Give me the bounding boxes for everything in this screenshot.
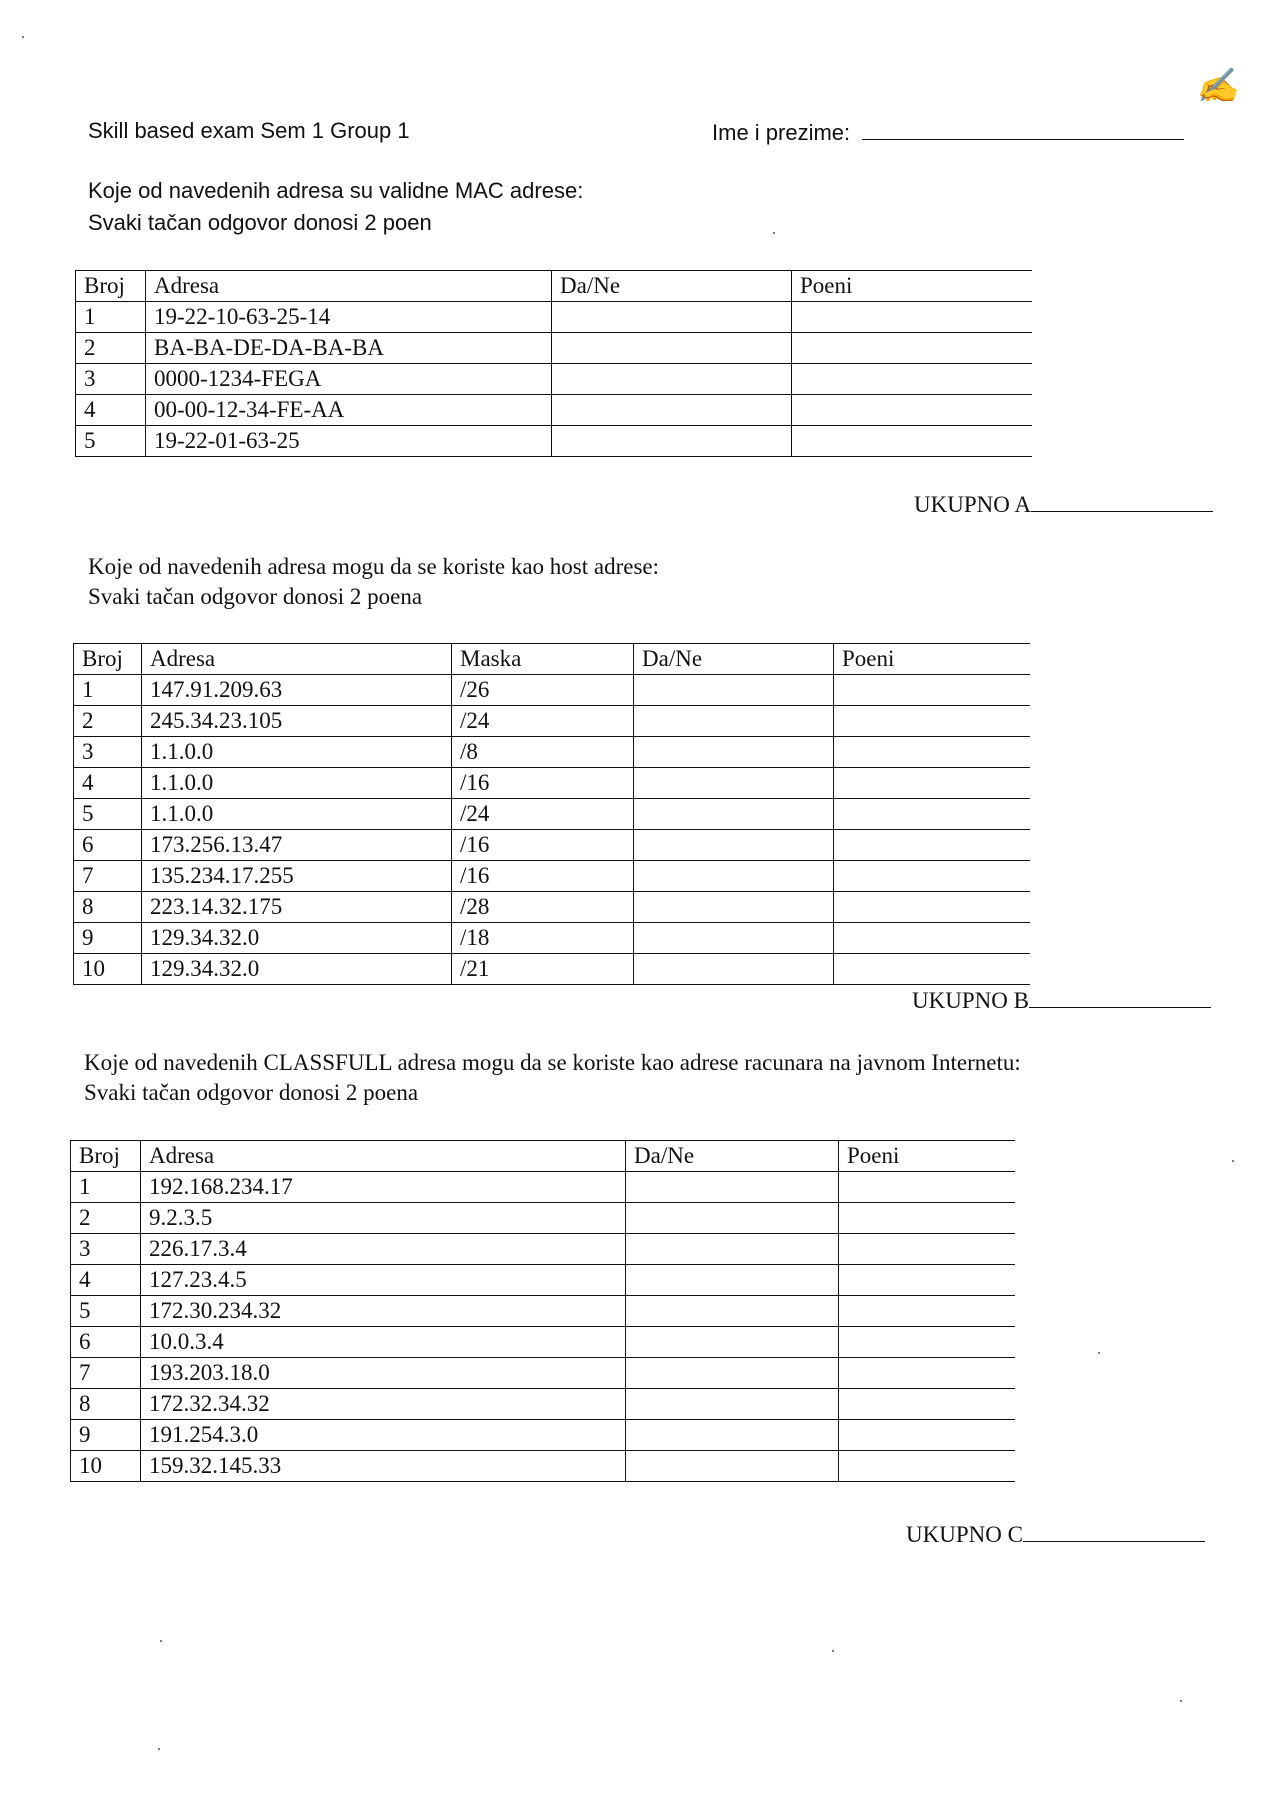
cell-broj: 2	[74, 706, 142, 737]
scan-speck	[1180, 1700, 1182, 1702]
table-row	[71, 1265, 1015, 1296]
table-row	[71, 1296, 1015, 1327]
cell-broj: 3	[76, 364, 146, 395]
section-b-question: Koje od navedenih adresa mogu da se koriste kao host adrese:	[88, 554, 659, 579]
table-row	[74, 737, 1030, 768]
section-c-table-body	[71, 1141, 1015, 1482]
column-header: Adresa	[141, 1141, 626, 1172]
name-label	[712, 120, 1184, 146]
section-a-total	[914, 492, 1213, 518]
cell-poeni[interactable]	[834, 830, 1030, 861]
cell-poeni[interactable]	[839, 1172, 1015, 1203]
cell-broj: 8	[71, 1389, 141, 1420]
cell-poeni[interactable]	[834, 706, 1030, 737]
cell-broj: 5	[76, 426, 146, 457]
cell-adresa: 192.168.234.17	[141, 1172, 626, 1203]
cell-da-ne-answer[interactable]	[626, 1451, 839, 1482]
cell-adresa: 226.17.3.4	[141, 1234, 626, 1265]
cell-poeni[interactable]	[792, 302, 1032, 333]
cell-adresa: 19-22-01-63-25	[146, 426, 552, 457]
cell-maska: /16	[452, 768, 634, 799]
scan-speck	[832, 1650, 834, 1652]
cell-da-ne-answer[interactable]	[552, 395, 792, 426]
section-b-total	[912, 988, 1211, 1014]
cell-poeni[interactable]	[839, 1451, 1015, 1482]
section-a-table-body	[76, 271, 1032, 457]
table-row	[71, 1389, 1015, 1420]
cell-broj: 4	[71, 1265, 141, 1296]
cell-poeni[interactable]	[839, 1327, 1015, 1358]
table-row	[71, 1420, 1015, 1451]
section-a-total-label: UKUPNO A	[914, 492, 1031, 517]
column-header: Broj	[74, 644, 142, 675]
name-label-text: Ime i prezime:	[712, 120, 851, 145]
column-header: Da/Ne	[552, 271, 792, 302]
table-row	[76, 333, 1032, 364]
signature-mark: ✍	[1196, 66, 1239, 106]
table-row	[74, 861, 1030, 892]
cell-broj: 8	[74, 892, 142, 923]
table-row	[74, 768, 1030, 799]
cell-da-ne-answer[interactable]	[634, 737, 834, 768]
cell-adresa: 193.203.18.0	[141, 1358, 626, 1389]
cell-broj: 4	[76, 395, 146, 426]
cell-broj: 2	[76, 333, 146, 364]
cell-poeni[interactable]	[792, 364, 1032, 395]
cell-adresa: 129.34.32.0	[142, 954, 452, 985]
scan-speck	[160, 1640, 162, 1642]
table-row	[71, 1358, 1015, 1389]
scan-speck	[22, 36, 24, 38]
table-row	[74, 954, 1030, 985]
column-header: Poeni	[834, 644, 1030, 675]
cell-da-ne-answer[interactable]	[552, 364, 792, 395]
section-c-question: Koje od navedenih CLASSFULL adresa mogu da se koriste kao adrese racunara na javnom Internetu:	[84, 1050, 1021, 1075]
scan-speck	[1232, 1160, 1234, 1162]
cell-poeni[interactable]	[839, 1234, 1015, 1265]
table-header-row	[71, 1141, 1015, 1172]
section-c-total-line[interactable]	[1023, 1523, 1205, 1542]
cell-adresa: 1.1.0.0	[142, 799, 452, 830]
section-b-table	[73, 643, 1030, 985]
table-row	[74, 675, 1030, 706]
cell-adresa: 00-00-12-34-FE-AA	[146, 395, 552, 426]
cell-adresa: 147.91.209.63	[142, 675, 452, 706]
cell-broj: 1	[74, 675, 142, 706]
cell-adresa: 172.30.234.32	[141, 1296, 626, 1327]
section-c-points-note: Svaki tačan odgovor donosi 2 poena	[84, 1080, 419, 1105]
cell-poeni[interactable]	[839, 1203, 1015, 1234]
section-a-total-line[interactable]	[1031, 493, 1213, 512]
cell-broj: 9	[71, 1420, 141, 1451]
table-row	[74, 923, 1030, 954]
column-header: Broj	[71, 1141, 141, 1172]
cell-da-ne-answer[interactable]	[634, 799, 834, 830]
cell-broj: 7	[74, 861, 142, 892]
cell-broj: 1	[76, 302, 146, 333]
cell-poeni[interactable]	[834, 675, 1030, 706]
cell-poeni[interactable]	[834, 737, 1030, 768]
cell-maska: /24	[452, 706, 634, 737]
cell-da-ne-answer[interactable]	[626, 1203, 839, 1234]
cell-poeni[interactable]	[834, 861, 1030, 892]
column-header: Maska	[452, 644, 634, 675]
cell-adresa: 1.1.0.0	[142, 737, 452, 768]
section-b-total-label: UKUPNO B	[912, 988, 1029, 1013]
scan-speck	[158, 1748, 160, 1750]
cell-poeni[interactable]	[792, 426, 1032, 457]
cell-maska: /21	[452, 954, 634, 985]
table-header-row	[74, 644, 1030, 675]
cell-maska: /8	[452, 737, 634, 768]
table-row	[71, 1451, 1015, 1482]
column-header: Broj	[76, 271, 146, 302]
table-header-row	[76, 271, 1032, 302]
cell-broj: 4	[74, 768, 142, 799]
table-row	[71, 1203, 1015, 1234]
cell-da-ne-answer[interactable]	[634, 954, 834, 985]
cell-broj: 2	[71, 1203, 141, 1234]
cell-adresa: 127.23.4.5	[141, 1265, 626, 1296]
section-c-table	[70, 1140, 1015, 1482]
cell-adresa: 135.234.17.255	[142, 861, 452, 892]
name-input-line[interactable]	[862, 121, 1184, 140]
table-row	[76, 426, 1032, 457]
cell-poeni[interactable]	[839, 1420, 1015, 1451]
cell-adresa: 0000-1234-FEGA	[146, 364, 552, 395]
cell-adresa: 10.0.3.4	[141, 1327, 626, 1358]
column-header: Adresa	[146, 271, 552, 302]
cell-da-ne-answer[interactable]	[634, 923, 834, 954]
scan-speck	[773, 232, 775, 234]
column-header: Da/Ne	[634, 644, 834, 675]
section-c-total	[906, 1522, 1205, 1548]
cell-broj: 10	[71, 1451, 141, 1482]
section-b-table-body	[74, 644, 1030, 985]
cell-da-ne-answer[interactable]	[634, 861, 834, 892]
cell-poeni[interactable]	[839, 1358, 1015, 1389]
cell-da-ne-answer[interactable]	[634, 892, 834, 923]
cell-broj: 10	[74, 954, 142, 985]
section-b-points-note: Svaki tačan odgovor donosi 2 poena	[88, 584, 423, 609]
scan-speck	[1098, 1352, 1100, 1354]
cell-da-ne-answer[interactable]	[626, 1358, 839, 1389]
cell-adresa: 19-22-10-63-25-14	[146, 302, 552, 333]
section-a-question: Koje od navedenih adresa su validne MAC adrese:	[88, 178, 584, 203]
table-row	[76, 302, 1032, 333]
cell-broj: 5	[74, 799, 142, 830]
cell-da-ne-answer[interactable]	[626, 1234, 839, 1265]
cell-maska: /18	[452, 923, 634, 954]
cell-broj: 7	[71, 1358, 141, 1389]
cell-poeni[interactable]	[839, 1296, 1015, 1327]
cell-maska: /16	[452, 830, 634, 861]
table-row	[74, 830, 1030, 861]
table-row	[71, 1234, 1015, 1265]
cell-adresa: 172.32.34.32	[141, 1389, 626, 1420]
table-row	[76, 395, 1032, 426]
cell-adresa: 1.1.0.0	[142, 768, 452, 799]
cell-broj: 6	[71, 1327, 141, 1358]
cell-da-ne-answer[interactable]	[626, 1389, 839, 1420]
cell-da-ne-answer[interactable]	[626, 1296, 839, 1327]
table-row	[74, 706, 1030, 737]
cell-maska: /24	[452, 799, 634, 830]
cell-adresa: 129.34.32.0	[142, 923, 452, 954]
exam-title: Skill based exam Sem 1 Group 1	[88, 118, 410, 143]
cell-poeni[interactable]	[834, 892, 1030, 923]
cell-da-ne-answer[interactable]	[626, 1265, 839, 1296]
cell-da-ne-answer[interactable]	[634, 830, 834, 861]
table-row	[74, 892, 1030, 923]
cell-adresa: 173.256.13.47	[142, 830, 452, 861]
cell-broj: 1	[71, 1172, 141, 1203]
cell-poeni[interactable]	[834, 799, 1030, 830]
column-header: Poeni	[839, 1141, 1015, 1172]
cell-da-ne-answer[interactable]	[634, 675, 834, 706]
cell-maska: /16	[452, 861, 634, 892]
section-a-table	[75, 270, 1032, 457]
cell-poeni[interactable]	[839, 1265, 1015, 1296]
cell-adresa: 191.254.3.0	[141, 1420, 626, 1451]
cell-poeni[interactable]	[834, 954, 1030, 985]
cell-adresa: 9.2.3.5	[141, 1203, 626, 1234]
cell-da-ne-answer[interactable]	[552, 302, 792, 333]
table-row	[76, 364, 1032, 395]
cell-broj: 6	[74, 830, 142, 861]
table-row	[71, 1172, 1015, 1203]
cell-maska: /28	[452, 892, 634, 923]
table-row	[71, 1327, 1015, 1358]
cell-da-ne-answer[interactable]	[626, 1327, 839, 1358]
cell-da-ne-answer[interactable]	[552, 333, 792, 364]
cell-poeni[interactable]	[834, 768, 1030, 799]
cell-adresa: BA-BA-DE-DA-BA-BA	[146, 333, 552, 364]
cell-broj: 9	[74, 923, 142, 954]
cell-broj: 3	[74, 737, 142, 768]
cell-broj: 3	[71, 1234, 141, 1265]
cell-da-ne-answer[interactable]	[626, 1420, 839, 1451]
cell-broj: 5	[71, 1296, 141, 1327]
section-a-points-note: Svaki tačan odgovor donosi 2 poen	[88, 210, 432, 235]
cell-poeni[interactable]	[839, 1389, 1015, 1420]
column-header: Poeni	[792, 271, 1032, 302]
column-header: Adresa	[142, 644, 452, 675]
cell-maska: /26	[452, 675, 634, 706]
cell-poeni[interactable]	[792, 333, 1032, 364]
cell-adresa: 245.34.23.105	[142, 706, 452, 737]
cell-poeni[interactable]	[834, 923, 1030, 954]
section-c-total-label: UKUPNO C	[906, 1522, 1023, 1547]
section-b-total-line[interactable]	[1029, 989, 1211, 1008]
cell-da-ne-answer[interactable]	[626, 1172, 839, 1203]
cell-da-ne-answer[interactable]	[552, 426, 792, 457]
cell-adresa: 159.32.145.33	[141, 1451, 626, 1482]
cell-da-ne-answer[interactable]	[634, 768, 834, 799]
cell-poeni[interactable]	[792, 395, 1032, 426]
cell-adresa: 223.14.32.175	[142, 892, 452, 923]
column-header: Da/Ne	[626, 1141, 839, 1172]
cell-da-ne-answer[interactable]	[634, 706, 834, 737]
table-row	[74, 799, 1030, 830]
